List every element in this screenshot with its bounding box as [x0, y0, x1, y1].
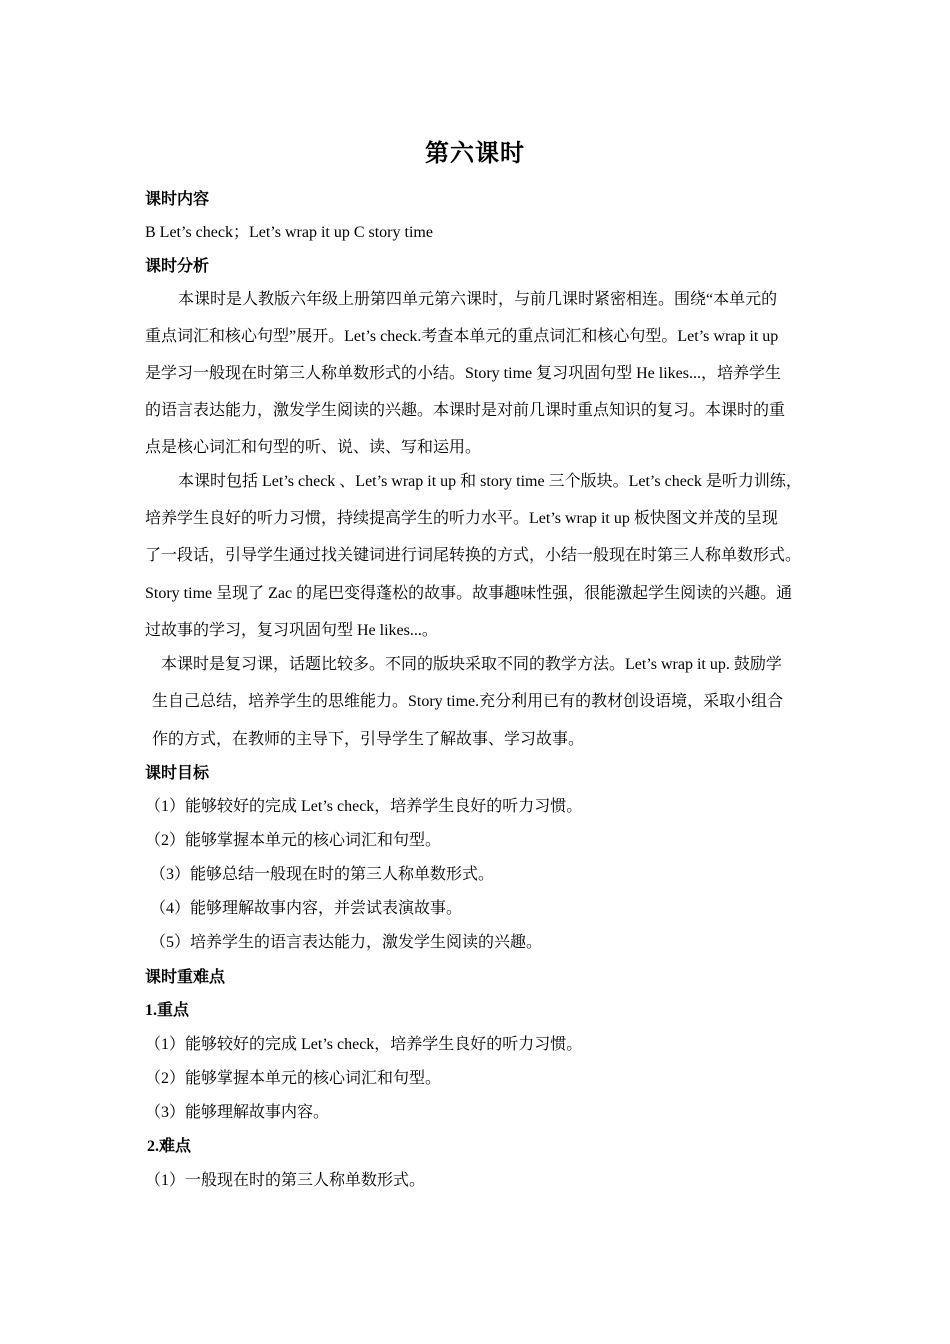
section-heading-key-points: 课时重难点	[145, 969, 226, 986]
section-heading-goals: 课时目标	[145, 765, 210, 782]
subheading-focus: 1.重点	[145, 1002, 190, 1019]
section-heading-content: 课时内容	[145, 191, 210, 208]
analysis-line: Story time 呈现了 Zac 的尾巴变得蓬松的故事。故事趣味性强，很能激起学生阅读的兴趣。通	[145, 585, 793, 602]
analysis-line: 本课时包括 Let’s check 、Let’s wrap it up 和 story time 三个版块。Let’s check 是听力训练，	[178, 473, 802, 490]
content-line: B Let’s check；Let’s wrap it up C story time	[145, 224, 433, 241]
difficulty-item: （1）一般现在时的第三人称单数形式。	[145, 1172, 426, 1189]
analysis-line: 本课时是人教版六年级上册第四单元第六课时，与前几课时紧密相连。围绕“本单元的	[178, 291, 778, 308]
analysis-line: 重点词汇和核心句型”展开。Let’s check.考查本单元的重点词汇和核心句型。Let’s wrap it up	[145, 328, 779, 345]
analysis-line: 作的方式，在教师的主导下，引导学生了解故事、学习故事。	[152, 731, 585, 748]
goal-item: （4）能够理解故事内容，并尝试表演故事。	[150, 900, 463, 917]
goal-item: （2）能够掌握本单元的核心词汇和句型。	[145, 832, 442, 849]
goal-item: （1）能够较好的完成 Let’s check，培养学生良好的听力习惯。	[145, 798, 583, 815]
goal-item: （3）能够总结一般现在时的第三人称单数形式。	[150, 866, 495, 883]
analysis-line: 是学习一般现在时第三人称单数形式的小结。Story time 复习巩固句型 He likes...，培养学生	[145, 365, 781, 382]
analysis-line: 生自己总结，培养学生的思维能力。Story time.充分利用已有的教材创设语境，采取小组合	[152, 693, 784, 710]
analysis-line: 了一段话，引导学生通过找关键词进行词尾转换的方式，小结一般现在时第三人称单数形式。	[145, 547, 802, 564]
analysis-line: 本课时是复习课，话题比较多。不同的版块采取不同的教学方法。Let’s wrap it up. 鼓励学	[161, 656, 782, 673]
focus-item: （1）能够较好的完成 Let’s check，培养学生良好的听力习惯。	[145, 1036, 583, 1053]
analysis-line: 的语言表达能力，激发学生阅读的兴趣。本课时是对前几课时重点知识的复习。本课时的重	[145, 402, 786, 419]
analysis-line: 过故事的学习，复习巩固句型 He likes...。	[145, 622, 438, 639]
focus-item: （2）能够掌握本单元的核心词汇和句型。	[145, 1070, 442, 1087]
section-heading-analysis: 课时分析	[145, 258, 210, 275]
page-title: 第六课时	[425, 141, 525, 167]
focus-item: （3）能够理解故事内容。	[145, 1104, 330, 1121]
goal-item: （5）培养学生的语言表达能力，激发学生阅读的兴趣。	[150, 934, 543, 951]
analysis-line: 培养学生良好的听力习惯，持续提高学生的听力水平。Let’s wrap it up 板快图文并茂的呈现	[145, 510, 778, 527]
subheading-difficulty: 2.难点	[147, 1138, 192, 1155]
analysis-line: 点是核心词汇和句型的听、说、读、写和运用。	[145, 439, 482, 456]
